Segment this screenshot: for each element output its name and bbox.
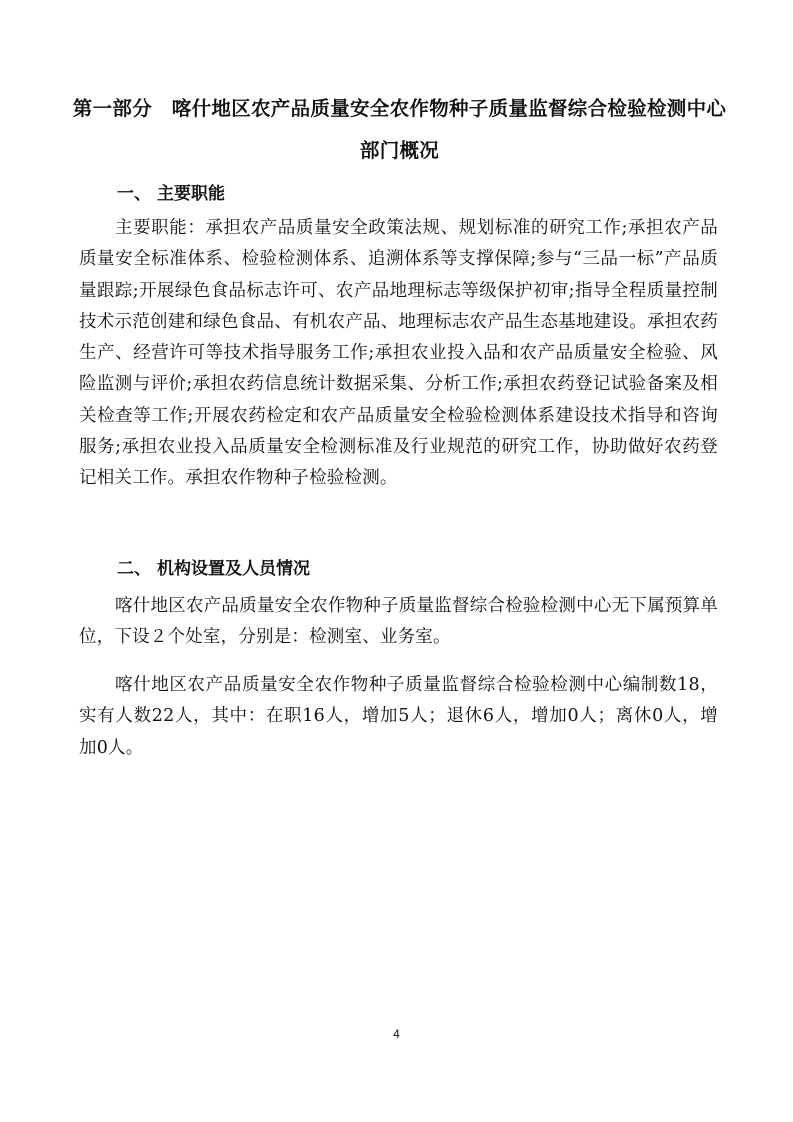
section-number: 二、	[117, 559, 151, 579]
section-heading-organization	[117, 557, 310, 581]
section-number: 一、	[117, 184, 151, 204]
functions-paragraph: 主要职能：承担农产品质量安全政策法规、规划标准的研究工作;承担农产品质量安全标准体系、检验检测体系、追溯体系等支撑保障;参与“三品一标”产品质量跟踪;开展绿色食品标志许可、农产品地理标志等级保护初审;指导全程质量控制技术示范创建和绿色食品、有机农产品、地理标志农产品生态基地建设。承担农药生产、经营许可等技术指导服务工作;承担农业投入品和农产品质量安全检验、风险监测与评价;承担农药信息统计数据采集、分析工作;承担农药登记试验备案及相关检查等工作;开展农药检定和农产品质量安全检验检测体系建设技术指导和咨询服务;承担农业投入品质量安全检测标准及行业规范的研究工作，协助做好农药登记相关工作。承担农作物种子检验检测。	[79, 218, 718, 489]
staffing-paragraph: 喀什地区农产品质量安全农作物种子质量监督综合检验检测中心编制数18，实有人数22人，其中：在职16人，增加5人；退休6人，增加0人；离休0人，增加0人。	[79, 675, 718, 758]
section-heading-text: 机构设置及人员情况	[157, 559, 310, 579]
page-number: 4	[393, 1027, 400, 1041]
section-heading-text: 主要职能	[157, 184, 225, 204]
section-heading-functions	[117, 182, 225, 206]
document-title: 第一部分 喀什地区农产品质量安全农作物种子质量监督综合检验检测中心部门概况	[72, 97, 727, 162]
organization-paragraph: 喀什地区农产品质量安全农作物种子质量监督综合检验检测中心无下属预算单位，下设２个处室，分别是：检测室、业务室。	[79, 596, 718, 648]
